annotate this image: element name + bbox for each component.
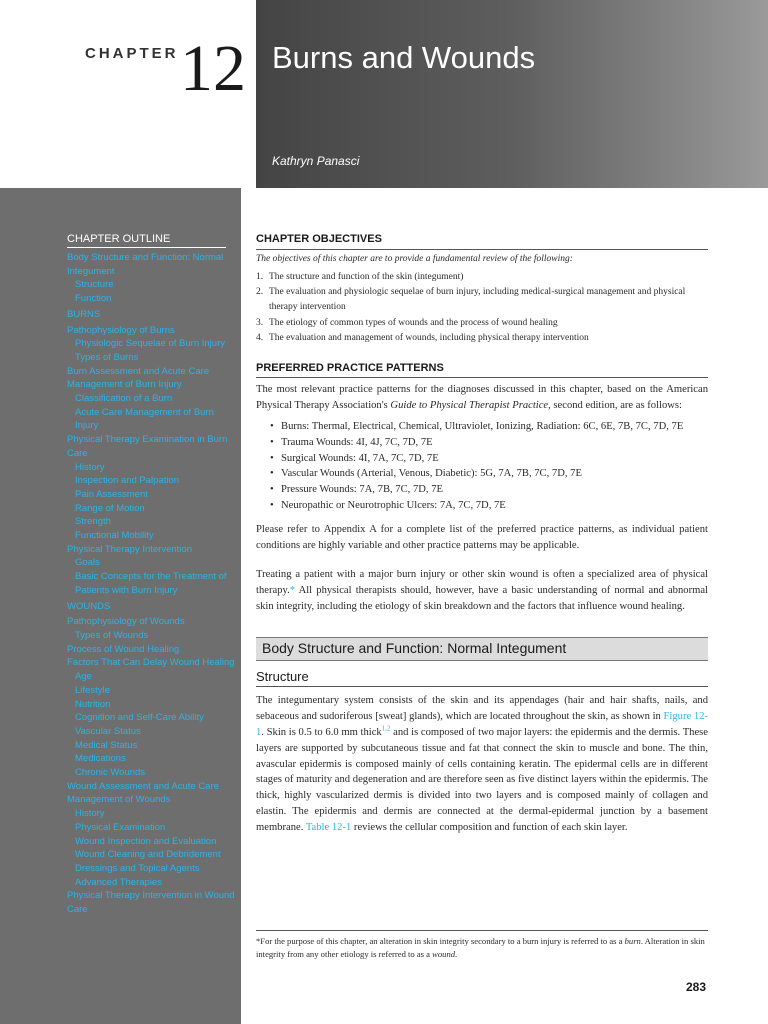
intro-paragraph: Treating a patient with a major burn injury or other skin wound is often a specialized area of physical therapy.* All physical therapists should, however, have a basic understanding of normal and abnormal skin integrity, including the etiology of skin breakdown and the factors that influence wound healing. xyxy=(256,569,708,612)
section-heading-bar: Body Structure and Function: Normal Integument xyxy=(256,637,708,661)
outline-item[interactable]: Structure xyxy=(75,279,114,291)
outline-item[interactable]: BURNS xyxy=(67,308,101,320)
outline-item[interactable]: Pathophysiology of Burns xyxy=(67,324,175,336)
outline-item[interactable]: Pathophysiology of Wounds xyxy=(67,616,185,628)
outline-item[interactable]: Physical Examination xyxy=(75,821,166,833)
outline-item[interactable]: Advanced Therapies xyxy=(75,876,162,888)
structure-paragraph: The integumentary system consists of the skin and its appendages (hair and hair shafts, nails, and sebaceous and sudoriferous [sweat] glands), which are located throughout the skin, as shown in Figure 12-1. Skin is 0.5 to 6.0 mm thick$^{1,2}$ and is composed of two major layers: the epidermis and the dermis. These layers are supported by subcutaneous tissue and fat that connect the skin to muscle and bone. The thin, avascular epidermis is composed mainly of cells containing keratin. The epidermal cells are in different stages of maturity and degeneration and are therefore seen as five distinct layers within the epidermis. The thick, highly vascularized dermis is divided into two layers and is composed mainly of collagen and elastin. The epidermis and dermis are connected at the dermal-epidermal junction by a basement membrane. Table 12-1 reviews the cellular composition and function of each skin layer. xyxy=(256,695,709,833)
outline-item[interactable]: Burn Assessment and Acute Care Management of Burn Injury xyxy=(67,365,210,391)
outline-item[interactable]: Medical Status xyxy=(75,739,138,751)
practice-patterns-heading: PREFERRED PRACTICE PATTERNS xyxy=(256,361,708,379)
outline-list xyxy=(67,251,237,917)
outline-item[interactable]: Classification of a Burn xyxy=(75,393,173,405)
practice-pattern-item: • Burns: Thermal, Electrical, Chemical, Ultraviolet, Ionizing, Radiation: 6C, 6E, 7B, 7C, 7D, 7E xyxy=(270,419,708,435)
subsection-heading: Structure xyxy=(256,669,708,688)
practice-pattern-list xyxy=(256,419,708,514)
practice-pattern-item: • Vascular Wounds (Arterial, Venous, Diabetic): 5G, 7A, 7B, 7C, 7D, 7E xyxy=(270,466,708,482)
outline-item[interactable]: History xyxy=(75,461,105,473)
objective-text: The evaluation and management of wounds, including physical therapy intervention xyxy=(269,333,589,344)
objective-item: 3. The etiology of common types of wounds and the process of wound healing xyxy=(256,317,558,328)
outline-item[interactable]: Types of Burns xyxy=(75,351,139,363)
outline-item[interactable]: Factors That Can Delay Wound Healing xyxy=(67,657,235,669)
figure-link[interactable]: Figure 12-1 xyxy=(256,711,708,738)
objective-item: 1. The structure and function of the skin (integument) xyxy=(256,271,464,282)
table-link[interactable]: Table 12-1 xyxy=(305,821,352,833)
title-block xyxy=(256,0,768,188)
outline-item[interactable]: Types of Wounds xyxy=(75,629,149,641)
outline-heading: CHAPTER OUTLINE xyxy=(67,233,226,248)
appendix-reference: Please refer to Appendix A for a complete list of the preferred practice patterns, as individual patient conditions are highly variable and other practice patterns may be applicable. xyxy=(256,523,708,551)
outline-item[interactable]: Goals xyxy=(75,557,100,569)
objective-text: The evaluation and physiologic sequelae of burn injury, including medical-surgical management and physical therapy intervention xyxy=(269,287,686,313)
outline-item[interactable]: Inspection and Palpation xyxy=(75,475,180,487)
chapter-label: CHAPTER xyxy=(85,45,179,62)
outline-item[interactable]: WOUNDS xyxy=(67,600,111,612)
outline-item[interactable]: Basic Concepts for the Treatment of Patients with Burn Injury xyxy=(75,571,227,596)
outline-item[interactable]: Pain Assessment xyxy=(75,488,148,500)
chapter-number: 12 xyxy=(180,32,246,105)
objective-text: The structure and function of the skin (integument) xyxy=(269,271,464,282)
outline-item[interactable]: Physiologic Sequelae of Burn Injury xyxy=(75,338,225,350)
outline-item[interactable]: Medications xyxy=(75,753,126,765)
outline-item[interactable]: Cognition and Self-Care Ability xyxy=(75,712,204,724)
objective-item: 4. The evaluation and management of wounds, including physical therapy intervention xyxy=(256,333,589,344)
page-number: 283 xyxy=(686,980,707,994)
outline-item[interactable]: Lifestyle xyxy=(75,684,110,696)
practice-intro: The most relevant practice patterns for the diagnoses discussed in this chapter, based on the American Physical Therapy Association's Guide to Physical Therapist Practice, second edition, are as follows: xyxy=(256,384,708,412)
outline-item[interactable]: History xyxy=(75,808,105,820)
outline-item[interactable]: Physical Therapy Examination in Burn Care xyxy=(67,434,228,459)
outline-item[interactable]: Wound Inspection and Evaluation xyxy=(75,835,217,847)
outline-item[interactable]: Physical Therapy Intervention xyxy=(67,543,192,555)
outline-item[interactable]: Vascular Status xyxy=(75,725,141,737)
outline-item[interactable]: Functional Mobility xyxy=(75,530,154,542)
chapter-title: Burns and Wounds xyxy=(272,40,536,75)
footnote: *For the purpose of this chapter, an alteration in skin integrity secondary to a burn injury is referred to as a burn. Alteration in skin integrity from any other etiology is referred to as a wound. xyxy=(256,930,708,961)
outline-item[interactable]: Nutrition xyxy=(75,698,111,710)
objective-text: The etiology of common types of wounds and the process of wound healing xyxy=(269,317,558,328)
author-name: Kathryn Panasci xyxy=(272,154,360,168)
reference-superscript[interactable]: 1,2 xyxy=(381,724,391,733)
outline-item[interactable]: Wound Cleaning and Debridement xyxy=(75,849,221,861)
practice-pattern-item: • Trauma Wounds: 4I, 4J, 7C, 7D, 7E xyxy=(270,435,708,451)
outline-item[interactable]: Function xyxy=(75,293,112,305)
objectives-intro: The objectives of this chapter are to provide a fundamental review of the following: xyxy=(256,253,573,264)
outline-item[interactable]: Range of Motion xyxy=(75,502,145,514)
main-content xyxy=(256,232,708,836)
outline-item[interactable]: Acute Care Management of Burn Injury xyxy=(75,406,214,432)
outline-item[interactable]: Age xyxy=(75,671,92,683)
chapter-outline-sidebar xyxy=(0,188,241,1024)
outline-item[interactable]: Dressings and Topical Agents xyxy=(75,862,200,874)
outline-item[interactable]: Strength xyxy=(75,516,111,528)
practice-pattern-item: • Surgical Wounds: 4I, 7A, 7C, 7D, 7E xyxy=(270,451,708,467)
objectives-heading: CHAPTER OBJECTIVES xyxy=(256,232,708,250)
practice-pattern-item: • Neuropathic or Neurotrophic Ulcers: 7A, 7C, 7D, 7E xyxy=(270,498,708,514)
footnote-marker-link[interactable]: * xyxy=(289,585,296,597)
outline-item[interactable]: Body Structure and Function: Normal Integument xyxy=(67,252,224,277)
outline-item[interactable]: Chronic Wounds xyxy=(75,767,146,779)
practice-pattern-item: • Pressure Wounds: 7A, 7B, 7C, 7D, 7E xyxy=(270,482,708,498)
outline-item[interactable]: Physical Therapy Intervention in Wound Care xyxy=(67,890,235,916)
objectives-list xyxy=(256,270,708,347)
outline-item[interactable]: Process of Wound Healing xyxy=(67,643,180,655)
outline-item[interactable]: Wound Assessment and Acute Care Management of Wounds xyxy=(67,780,219,806)
objective-item: 2. The evaluation and physiologic sequelae of burn injury, including medical-surgical management and physical therapy intervention xyxy=(256,287,686,313)
